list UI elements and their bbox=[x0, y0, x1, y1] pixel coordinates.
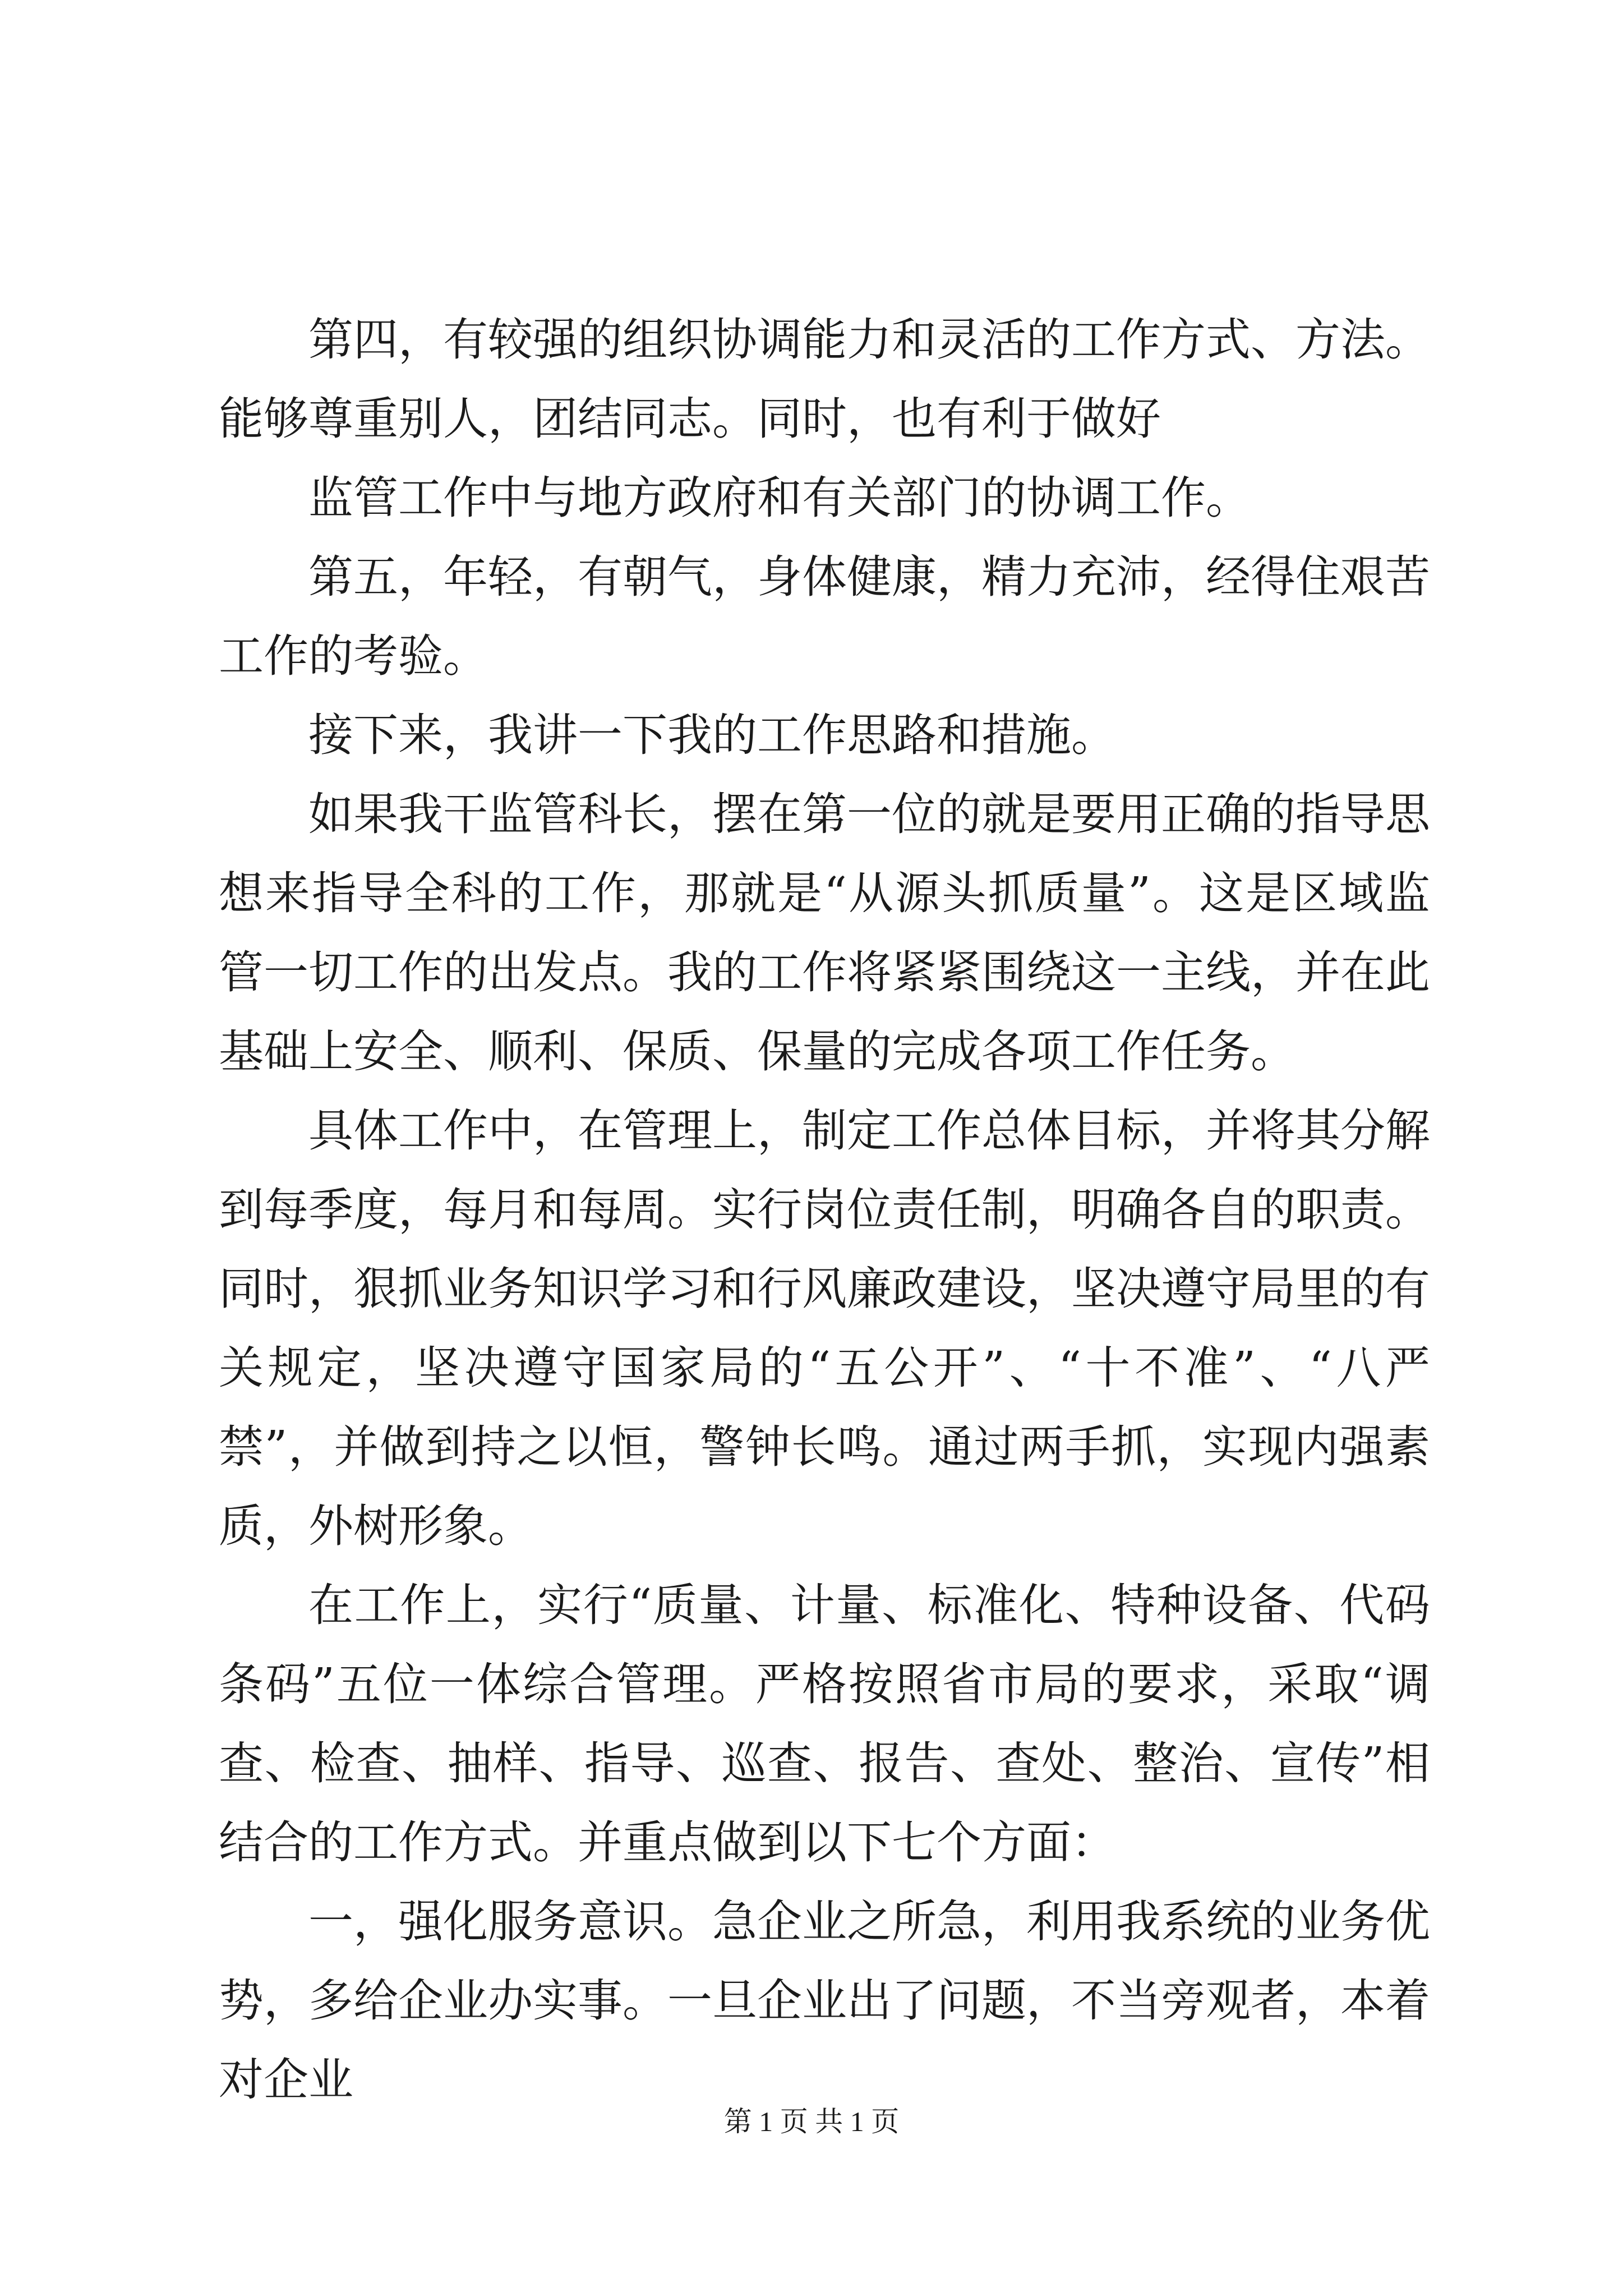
paragraph: 在工作上，实行“质量、计量、标准化、特种设备、代码条码”五位一体综合管理。严格按照省市局的要求，采取“调查、检查、抽样、指导、巡查、报告、查处、整治、宣传”相结合的工作方式。并重点做到以下七个方面： bbox=[219, 1579, 1430, 1869]
document-body bbox=[219, 300, 1430, 2119]
paragraph: 一，强化服务意识。急企业之所急，利用我系统的业务优势，多给企业办实事。一旦企业出了问题，不当旁观者，本着对企业 bbox=[219, 1895, 1430, 2106]
paragraph: 第四，有较强的组织协调能力和灵活的工作方式、方法。能够尊重别人，团结同志。同时，也有利于做好 bbox=[219, 314, 1430, 445]
paragraph: 如果我干监管科长，摆在第一位的就是要用正确的指导思想来指导全科的工作，那就是“从源头抓质量”。这是区域监管一切工作的出发点。我的工作将紧紧围绕这一主线，并在此基础上安全、顺利、保质、保量的完成各项工作任务。 bbox=[219, 788, 1430, 1078]
paragraph: 接下来，我讲一下我的工作思路和措施。 bbox=[308, 709, 1116, 761]
paragraph: 具体工作中，在管理上，制定工作总体目标，并将其分解到每季度，每月和每周。实行岗位责任制，明确各自的职责。同时，狠抓业务知识学习和行风廉政建设，坚决遵守局里的有关规定，坚决遵守国家局的“五公开”、“十不准”、“八严禁”，并做到持之以恒，警钟长鸣。通过两手抓，实现内强素质，外树形象。 bbox=[219, 1105, 1430, 1552]
paragraph: 第五，年轻，有朝气，身体健康，精力充沛，经得住艰苦工作的考验。 bbox=[219, 551, 1430, 682]
page-footer: 第 1 页 共 1 页 bbox=[723, 2106, 900, 2137]
paragraph: 监管工作中与地方政府和有关部门的协调工作。 bbox=[308, 472, 1251, 524]
